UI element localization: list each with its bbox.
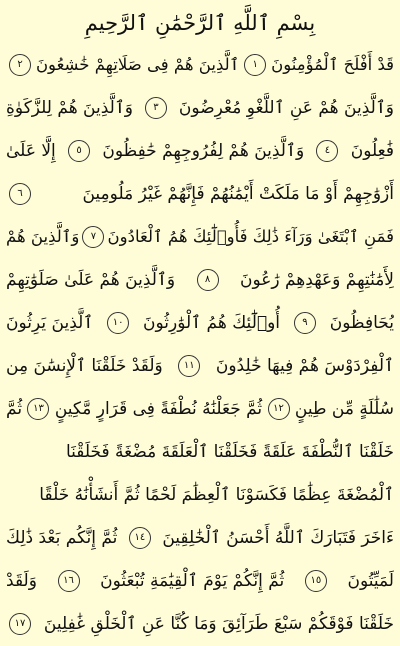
- text-line: [6, 390, 394, 427]
- verse-text: لِأَمَٰنَٰتِهِمْ وَعَهْدِهِمْ رَٰعُونَ: [239, 269, 394, 290]
- verse-number-marker: ١: [244, 54, 266, 76]
- verse-number-marker: ١٥: [305, 570, 327, 592]
- verse-text: ٱلَّذِينَ هُمْ فِى صَلَاتِهِمْ خَٰشِعُونَ: [35, 55, 240, 74]
- text-line: [6, 476, 394, 513]
- verse-text: يُحَافِظُونَ: [329, 312, 394, 333]
- verse-number-marker: ٦: [9, 183, 31, 205]
- text-line: [6, 347, 394, 384]
- verse-text: ثُمَّ إِنَّكُمْ يَوْمَ ٱلْقِيَٰمَةِ تُبْعَثُونَ: [100, 571, 285, 591]
- verse-text: فَمَنِ ٱبْتَغَىٰ وَرَآءَ ذَٰلِكَ فَأُو۟لَٰٓئِكَ هُمُ ٱلْعَادُونَ: [107, 227, 394, 246]
- verse-text: خَلَقْنَا فَوْقَكُمْ سَبْعَ طَرَآئِقَ وَمَا كُنَّا عَنِ ٱلْخَلْقِ غَٰفِلِينَ: [43, 614, 394, 634]
- verse-number-marker: ١٣: [27, 398, 49, 420]
- text-line: [6, 175, 394, 212]
- text-line: [6, 261, 394, 298]
- text-line: [6, 304, 394, 341]
- verse-number-marker: ١٦: [58, 570, 80, 592]
- verse-text: ٱلْفِرْدَوْسَ هُمْ فِيهَا خَٰلِدُونَ: [215, 356, 394, 376]
- verse-number-marker: ١٠: [107, 312, 129, 334]
- text-line: [6, 605, 394, 642]
- verse-text: وَلَقَدْ: [6, 570, 37, 591]
- verse-text: لَمَيِّتُونَ: [347, 570, 394, 591]
- text-line: [6, 46, 394, 83]
- verse-text: ءَاخَرَ فَتَبَارَكَ ٱللَّهُ أَحْسَنُ ٱلْخَٰلِقِينَ: [162, 528, 394, 548]
- basmala-text: بِسْمِ ٱللَّهِ ٱلرَّحْمَٰنِ ٱلرَّحِيمِ: [84, 11, 316, 35]
- text-line: [6, 218, 394, 255]
- verse-number-marker: ١٢: [268, 398, 290, 420]
- verse-text: وَٱلَّذِينَ هُمْ لِلزَّكَوٰةِ: [6, 98, 134, 118]
- verse-number-marker: ١٤: [129, 527, 151, 549]
- surah-header: [36, 6, 364, 40]
- text-line: [6, 519, 394, 556]
- verse-text: أُو۟لَٰٓئِكَ هُمُ ٱلْوَٰرِثُونَ: [143, 313, 281, 333]
- verse-number-marker: ١٧: [9, 613, 31, 635]
- verse-number-marker: ٨: [197, 269, 219, 291]
- verse-number-marker: ١١: [178, 355, 200, 377]
- text-line: [6, 433, 394, 470]
- text-line: [6, 89, 394, 126]
- verse-text: ثُمَّ جَعَلْنَٰهُ نُطْفَةً فِى قَرَارٍ مَّكِينٍ: [54, 398, 263, 419]
- verse-number-marker: ٧: [82, 226, 104, 248]
- verse-text: قَدْ أَفْلَحَ ٱلْمُؤْمِنُونَ: [271, 55, 394, 74]
- verse-number-marker: ٣: [145, 97, 167, 119]
- verse-number-marker: ٢: [9, 54, 31, 76]
- verse-lines: [6, 46, 394, 642]
- verse-text: ثُمَّ إِنَّكُم بَعْدَ ذَٰلِكَ: [6, 527, 118, 548]
- verse-text: فَٰعِلُونَ: [350, 140, 394, 161]
- verse-text: ٱلْمُضْغَةَ عِظَٰمًا فَكَسَوْنَا ٱلْعِظَٰمَ لَحْمًا ثُمَّ أَنشَأْنَٰهُ خَلْقًا: [39, 485, 394, 505]
- verse-text: وَٱلَّذِينَ هُمْ: [6, 227, 80, 246]
- verse-text: وَٱلَّذِينَ هُمْ عَلَىٰ صَلَوَٰتِهِمْ: [6, 270, 176, 290]
- verse-text: خَلَقْنَا ٱلنُّطْفَةَ عَلَقَةً فَخَلَقْنَا ٱلْعَلَقَةَ مُضْغَةً فَخَلَقْنَا: [65, 442, 394, 462]
- verse-text: ٱلَّذِينَ يَرِثُونَ: [6, 313, 94, 333]
- text-line: [6, 132, 394, 169]
- verse-text: سُلَٰلَةٍ مِّن طِينٍ: [294, 398, 394, 419]
- verse-number-marker: ٩: [294, 312, 316, 334]
- verse-text: وَٱلَّذِينَ هُمْ عَنِ ٱللَّغْوِ مُعْرِضُونَ: [178, 98, 394, 118]
- verse-number-marker: ٥: [68, 140, 90, 162]
- verse-number-marker: ٤: [316, 140, 338, 162]
- text-line: [6, 562, 394, 599]
- verse-text: ثُمَّ: [6, 398, 23, 419]
- verse-text: أَزْوَٰجِهِمْ أَوْ مَا مَلَكَتْ أَيْمَٰنُهُمْ فَإِنَّهُمْ غَيْرُ مَلُومِينَ: [82, 183, 394, 204]
- verse-text: إِلَّا عَلَىٰ: [6, 140, 56, 161]
- verse-text: وَلَقَدْ خَلَقْنَا ٱلْإِنسَٰنَ مِن: [6, 356, 163, 376]
- verse-text: وَٱلَّذِينَ هُمْ لِفُرُوجِهِمْ حَٰفِظُونَ: [102, 141, 305, 161]
